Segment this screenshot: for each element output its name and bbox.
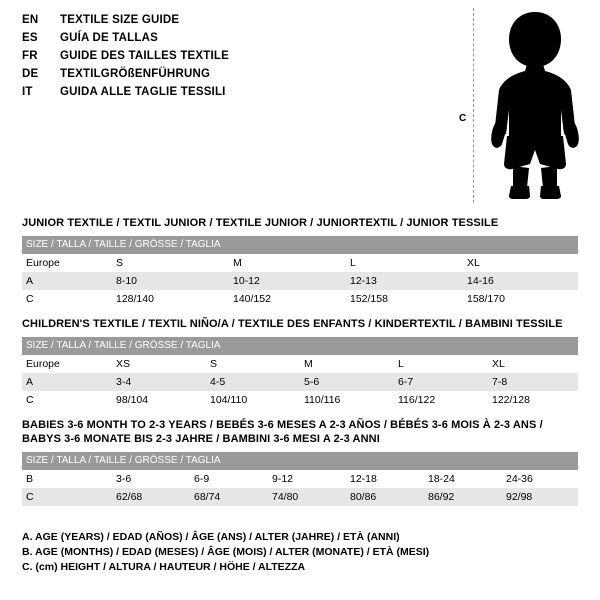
row-label: A bbox=[22, 373, 112, 391]
row-label: C bbox=[22, 488, 112, 506]
section-babies bbox=[22, 418, 578, 506]
cell: 12-13 bbox=[346, 272, 463, 290]
language-title-block bbox=[22, 14, 442, 104]
cell: 18-24 bbox=[424, 470, 502, 488]
cell: S bbox=[112, 254, 229, 272]
cell: 86/92 bbox=[424, 488, 502, 506]
cell: 14-16 bbox=[463, 272, 578, 290]
row-label: Europe bbox=[22, 355, 112, 373]
cell: 6-7 bbox=[394, 373, 488, 391]
language-row-es bbox=[22, 32, 442, 50]
cell: 80/86 bbox=[346, 488, 424, 506]
cell: 92/98 bbox=[502, 488, 578, 506]
cell: L bbox=[346, 254, 463, 272]
table-header-row bbox=[22, 337, 578, 355]
cell: 158/170 bbox=[463, 290, 578, 308]
cell: XS bbox=[112, 355, 206, 373]
language-text-en: TEXTILE SIZE GUIDE bbox=[60, 14, 180, 26]
cell: 140/152 bbox=[229, 290, 346, 308]
section-junior-title: JUNIOR TEXTILE / TEXTIL JUNIOR / TEXTILE JUNIOR / JUNIORTEXTIL / JUNIOR TESSILE bbox=[22, 217, 499, 229]
table-row bbox=[22, 488, 578, 506]
table-row bbox=[22, 290, 578, 308]
cell: XL bbox=[488, 355, 578, 373]
babies-size-table bbox=[22, 452, 578, 506]
children-size-table bbox=[22, 337, 578, 409]
table-header-row bbox=[22, 236, 578, 254]
language-row-en bbox=[22, 14, 442, 32]
cell: 128/140 bbox=[112, 290, 229, 308]
cell: 3-4 bbox=[112, 373, 206, 391]
cell: 9-12 bbox=[268, 470, 346, 488]
language-row-it bbox=[22, 86, 442, 104]
table-row bbox=[22, 254, 578, 272]
language-code-fr: FR bbox=[22, 50, 38, 62]
cell: M bbox=[300, 355, 394, 373]
cell: 74/80 bbox=[268, 488, 346, 506]
cell: 10-12 bbox=[229, 272, 346, 290]
cell: 98/104 bbox=[112, 391, 206, 409]
table-row bbox=[22, 470, 578, 488]
row-label: C bbox=[22, 290, 112, 308]
section-babies-title: BABIES 3-6 MONTH TO 2-3 YEARS / BEBÉS 3-6 MESES A 2-3 AÑOS / BÉBÉS 3-6 MOIS À 2-3 ANS / BABYS 3-6 MONATE BIS 2-3 JAHRE / BAMBINI 3-6 MESI A 2-3 ANNI bbox=[22, 419, 543, 445]
cell: 68/74 bbox=[190, 488, 268, 506]
table-header-row bbox=[22, 452, 578, 470]
cell: 24-36 bbox=[502, 470, 578, 488]
language-code-de: DE bbox=[22, 68, 39, 80]
cell: 62/68 bbox=[112, 488, 190, 506]
language-code-es: ES bbox=[22, 32, 38, 44]
babies-header-label: SIZE / TALLA / TAILLE / GRÖSSE / TAGLIA bbox=[22, 452, 578, 470]
cell: 7-8 bbox=[488, 373, 578, 391]
section-children-title: CHILDREN'S TEXTILE / TEXTIL NIÑO/A / TEXTILE DES ENFANTS / KINDERTEXTIL / BAMBINI TESSILE bbox=[22, 318, 563, 330]
measure-label-c: C bbox=[459, 113, 467, 124]
table-row bbox=[22, 272, 578, 290]
cell: S bbox=[206, 355, 300, 373]
language-text-es: GUÍA DE TALLAS bbox=[60, 32, 158, 44]
footnote-c: C. (cm) HEIGHT / ALTURA / HAUTEUR / HÖHE / ALTEZZA bbox=[22, 561, 306, 573]
language-row-de bbox=[22, 68, 442, 86]
cell: 152/158 bbox=[346, 290, 463, 308]
junior-header-label: SIZE / TALLA / TAILLE / GRÖSSE / TAGLIA bbox=[22, 236, 578, 254]
cell: 6-9 bbox=[190, 470, 268, 488]
table-row bbox=[22, 373, 578, 391]
cell: 3-6 bbox=[112, 470, 190, 488]
cell: 116/122 bbox=[394, 391, 488, 409]
cell: 5-6 bbox=[300, 373, 394, 391]
cell: M bbox=[229, 254, 346, 272]
row-label: B bbox=[22, 470, 112, 488]
junior-size-table bbox=[22, 236, 578, 308]
footnote-b: B. AGE (MONTHS) / EDAD (MESES) / ÂGE (MOIS) / ALTER (MONATE) / ETÀ (MESI) bbox=[22, 546, 430, 558]
language-text-de: TEXTILGRÖßENFÜHRUNG bbox=[60, 68, 211, 80]
language-text-it: GUIDA ALLE TAGLIE TESSILI bbox=[60, 86, 226, 98]
cell: 110/116 bbox=[300, 391, 394, 409]
language-code-en: EN bbox=[22, 14, 39, 26]
height-measure-line bbox=[473, 8, 474, 203]
footnotes-block bbox=[22, 530, 578, 575]
language-text-fr: GUIDE DES TAILLES TEXTILE bbox=[60, 50, 229, 62]
cell: 122/128 bbox=[488, 391, 578, 409]
language-row-fr bbox=[22, 50, 442, 68]
table-row bbox=[22, 355, 578, 373]
cell: 104/110 bbox=[206, 391, 300, 409]
cell: XL bbox=[463, 254, 578, 272]
section-junior bbox=[22, 216, 578, 308]
child-silhouette-icon bbox=[483, 10, 587, 200]
measurement-figure bbox=[455, 8, 590, 203]
row-label: A bbox=[22, 272, 112, 290]
cell: 4-5 bbox=[206, 373, 300, 391]
cell: 8-10 bbox=[112, 272, 229, 290]
cell: L bbox=[394, 355, 488, 373]
row-label: C bbox=[22, 391, 112, 409]
section-children bbox=[22, 317, 578, 409]
language-code-it: IT bbox=[22, 86, 33, 98]
footnote-a: A. AGE (YEARS) / EDAD (AÑOS) / ÂGE (ANS) / ALTER (JAHRE) / ETÀ (ANNI) bbox=[22, 531, 400, 543]
table-row bbox=[22, 391, 578, 409]
children-header-label: SIZE / TALLA / TAILLE / GRÖSSE / TAGLIA bbox=[22, 337, 578, 355]
cell: 12-18 bbox=[346, 470, 424, 488]
row-label: Europe bbox=[22, 254, 112, 272]
